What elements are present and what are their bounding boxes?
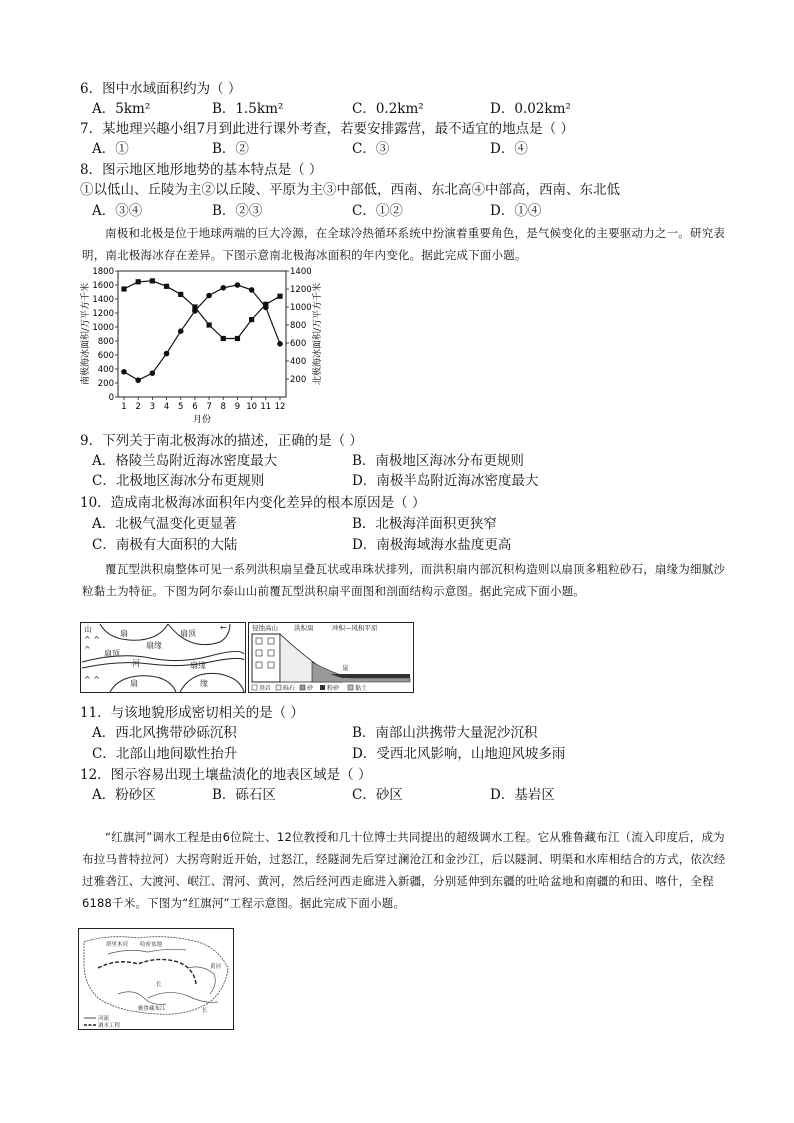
chart-right-axis-label: 北极海冰面积/万平方千米 [313, 282, 323, 386]
antarctic-point [263, 305, 269, 311]
passage-sea-ice-text: 南极和北极是位于地球两端的巨大冷源，在全球冷热循环系统中扮演着重要角色，是气候变化的主要驱动力之一。研究表明，南北极海冰存在差异。下图示意南北极海冰面积的年内变化。据此完成下面小题。 [82, 226, 726, 262]
q6-stem: 6．图中水域面积约为（ ） [80, 81, 242, 97]
left-tick-label: 1400 [92, 295, 114, 305]
x-tick-label: 4 [163, 402, 170, 412]
plan-label-mountain: 山 [84, 625, 92, 634]
q7-option-d: D．④ [490, 141, 528, 157]
q10-option-c: C．南极有大面积的大陆 [92, 537, 238, 553]
plan-mountain-symbol-1: ^ ^ [84, 635, 100, 644]
q12-option-a: A．粉砂区 [92, 787, 156, 803]
arctic-point [150, 278, 155, 283]
arctic-point [249, 317, 254, 322]
q11-option-c: C．北部山地间歇性抬升 [92, 746, 238, 762]
arctic-point [164, 284, 169, 289]
profile-label-alluvial-fan: 洪积扇 [294, 624, 314, 632]
antarctic-point [206, 293, 212, 299]
q11-option-d: D．受西北风影响，山地迎风坡多雨 [352, 746, 566, 762]
legend-bedrock: 基岩 [259, 685, 272, 692]
antarctic-point [135, 377, 141, 383]
plan-mountain-symbol-3: ^ ^ [84, 675, 100, 684]
q9-option-c: C．北极地区海冰分布更规则 [92, 473, 265, 489]
x-tick-label: 8 [220, 402, 226, 412]
q7-option-b: B．② [212, 141, 249, 157]
right-tick-label: 1200 [290, 285, 312, 295]
map-legend-river: 河流 [98, 1016, 110, 1022]
passage-alluvial-fan [82, 558, 732, 602]
plan-label-fan-edge: 扇缘 [146, 641, 162, 650]
plan-label-fan-apex: 扇顶 [104, 649, 120, 658]
antarctic-point [121, 369, 127, 375]
left-tick-label: 600 [97, 351, 114, 361]
arctic-point [277, 294, 282, 299]
right-tick-label: 600 [290, 339, 307, 349]
series-line-antarctic [124, 285, 280, 380]
right-tick-label: 400 [290, 357, 307, 367]
map-legend-transfer: 调水工程 [98, 1023, 121, 1029]
antarctic-point [220, 285, 226, 291]
arctic-point [136, 279, 141, 284]
plan-label-edge: 缘 [200, 679, 208, 688]
sea-ice-chart [80, 266, 330, 426]
plan-label-fan-apex-2: 扇顶 [180, 629, 196, 638]
q6-option-c: C．0.2km² [352, 101, 424, 117]
x-tick-label: 2 [135, 402, 141, 412]
plan-label-river: 河 [132, 659, 140, 668]
profile-label-eroded-mountain: 侵蚀高山 [252, 624, 278, 632]
legend-gravel: 砾石 [283, 685, 296, 692]
profile-label-plain: 冲积—风积平原 [332, 624, 378, 632]
plan-label-fan-edge-2: 扇缘 [190, 661, 206, 670]
legend-sand: 砂 [307, 685, 314, 692]
series-line-arctic [124, 281, 280, 339]
q12-option-c: C．砂区 [352, 787, 403, 803]
legend-clay: 黏土 [355, 685, 368, 692]
map-label-tarim: 塔里木河 [106, 942, 129, 948]
q11-option-a: A．西北风携带砂砾沉积 [92, 725, 237, 741]
passage-alluvial-fan-text: 覆瓦型洪积扇整体可见一系列洪积扇呈叠瓦状或串珠状排列，而洪积扇内部沉积构造则以扇顶多粗粒砂石，扇缘为细腻沙粒黏土为特征。下图为阿尔泰山山前覆瓦型洪积扇平面图和剖面结构示意图。据此完成下面小题。 [82, 562, 726, 598]
x-tick-label: 6 [192, 402, 198, 412]
plan-label-fan-2: 扇 [130, 679, 138, 688]
map-label-yarlung: 雅鲁藏布江 [138, 1006, 166, 1012]
map-label-yellow-river: 黄河 [210, 964, 222, 970]
right-tick-label: 1000 [290, 303, 312, 313]
q8-option-d: D．①④ [490, 203, 542, 219]
x-tick-label: 7 [206, 402, 212, 412]
q12-stem: 12．图示容易出现土壤盐渍化的地表区域是（ ） [80, 767, 372, 783]
plan-north-arrow: ← [220, 623, 227, 632]
right-tick-label: 200 [290, 375, 307, 385]
arctic-point [178, 292, 183, 297]
x-tick-label: 10 [246, 402, 258, 412]
map-label-chang-2: 长 [202, 1008, 208, 1014]
q11-stem: 11．与该地貌形成密切相关的是（ ） [80, 705, 304, 721]
left-tick-label: 0 [108, 393, 114, 403]
x-tick-label: 3 [149, 402, 156, 412]
legend-silt: 粉砂 [327, 685, 340, 692]
q9-stem: 9．下列关于南北极海冰的描述，正确的是（ ） [80, 433, 363, 449]
arctic-point [235, 336, 240, 341]
q11-option-b: B．南部山洪携带大量泥沙沉积 [352, 725, 538, 741]
q12-option-d: D．基岩区 [490, 787, 555, 803]
left-tick-label: 1000 [92, 323, 114, 333]
arctic-point [206, 322, 211, 327]
antarctic-point [249, 287, 255, 293]
chart-x-axis-label: 月份 [192, 415, 212, 425]
passage-red-flag-river [82, 826, 732, 914]
x-tick-label: 12 [274, 402, 286, 412]
q10-option-b: B．北极海洋面积更狭窄 [352, 516, 497, 532]
left-tick-label: 1800 [92, 267, 114, 277]
q10-option-a: A．北极气温变化更显著 [92, 516, 237, 532]
x-tick-label: 5 [178, 402, 184, 412]
antarctic-point [235, 282, 241, 288]
left-tick-label: 400 [97, 365, 114, 375]
x-tick-label: 9 [234, 402, 241, 412]
left-tick-label: 1600 [92, 281, 114, 291]
left-tick-label: 200 [97, 379, 114, 389]
x-tick-label: 1 [121, 402, 127, 412]
q7-option-a: A．① [92, 141, 129, 157]
chart-left-axis-label: 南极海冰面积/万平方千米 [81, 282, 91, 386]
arctic-point [121, 286, 126, 291]
q6-option-d: D．0.02km² [490, 101, 571, 117]
q9-option-a: A．格陵兰岛附近海冰密度最大 [92, 453, 278, 469]
plan-mountain-symbol-2: ^ [84, 645, 91, 654]
q6-option-b: B．1.5km² [212, 101, 284, 117]
q9-option-d: D．南极半岛附近海冰密度最大 [352, 473, 539, 489]
antarctic-point [150, 370, 156, 376]
q8-option-a: A．③④ [92, 203, 143, 219]
q12-option-b: B．砾石区 [212, 787, 276, 803]
q7-stem: 7．某地理兴趣小组7月到此进行课外考查，若要安排露营，最不适宜的地点是（ ） [80, 121, 574, 137]
alluvial-fan-figure [80, 622, 414, 694]
antarctic-point [192, 308, 198, 314]
q10-stem: 10．造成南北极海冰面积年内变化差异的根本原因是（ ） [80, 495, 426, 511]
plan-label-fan: 扇 [120, 629, 128, 638]
left-tick-label: 800 [97, 337, 114, 347]
left-tick-label: 1200 [92, 309, 114, 319]
q8-option-c: C．①② [352, 203, 403, 219]
passage-red-flag-river-text: “红旗河”调水工程是由6位院士、12位教授和几十位博士共同提出的超级调水工程。它从雅鲁藏布江（流入印度后，成为布拉马普特拉河）大拐弯附近开始，过怒江，经隧洞先后穿过澜沧江和金沙江，后以隧洞、明渠和水库相结合的方式，依次经过雅砻江、大渡河、岷江、渭河、黄河，然后经河西走廊进入新疆，分别延伸到东疆的吐哈盆地和南疆的和田、喀什，全程6188千米。下图为“红旗河”工程示意图。据此完成下面小题。 [82, 830, 726, 910]
q8-statements: ①以低山、丘陵为主②以丘陵、平原为主③中部低，西南、东北高④中部高，西南、东北低 [80, 182, 620, 198]
right-tick-label: 800 [290, 321, 307, 331]
antarctic-point [164, 351, 170, 357]
q8-stem: 8．图示地区地形地势的基本特点是（ ） [80, 162, 323, 178]
passage-sea-ice [82, 222, 732, 266]
x-tick-label: 11 [260, 402, 272, 412]
q9-option-b: B．南极地区海冰分布更规则 [352, 453, 524, 469]
q6-option-a: A．5km² [92, 101, 151, 117]
red-flag-river-map [78, 928, 234, 1030]
map-label-hami: 哈密盆地 [140, 942, 163, 948]
profile-silt [330, 674, 410, 678]
antarctic-point [178, 328, 184, 334]
antarctic-point [277, 341, 283, 347]
q7-option-c: C．③ [352, 141, 390, 157]
right-tick-label: 1400 [290, 267, 312, 277]
arctic-point [221, 336, 226, 341]
map-label-chang-1: 长 [156, 982, 162, 988]
q8-option-b: B．②③ [212, 203, 263, 219]
profile-label-spring: 泉 [342, 664, 349, 672]
q10-option-d: D．南极海域海水盐度更高 [352, 537, 512, 553]
